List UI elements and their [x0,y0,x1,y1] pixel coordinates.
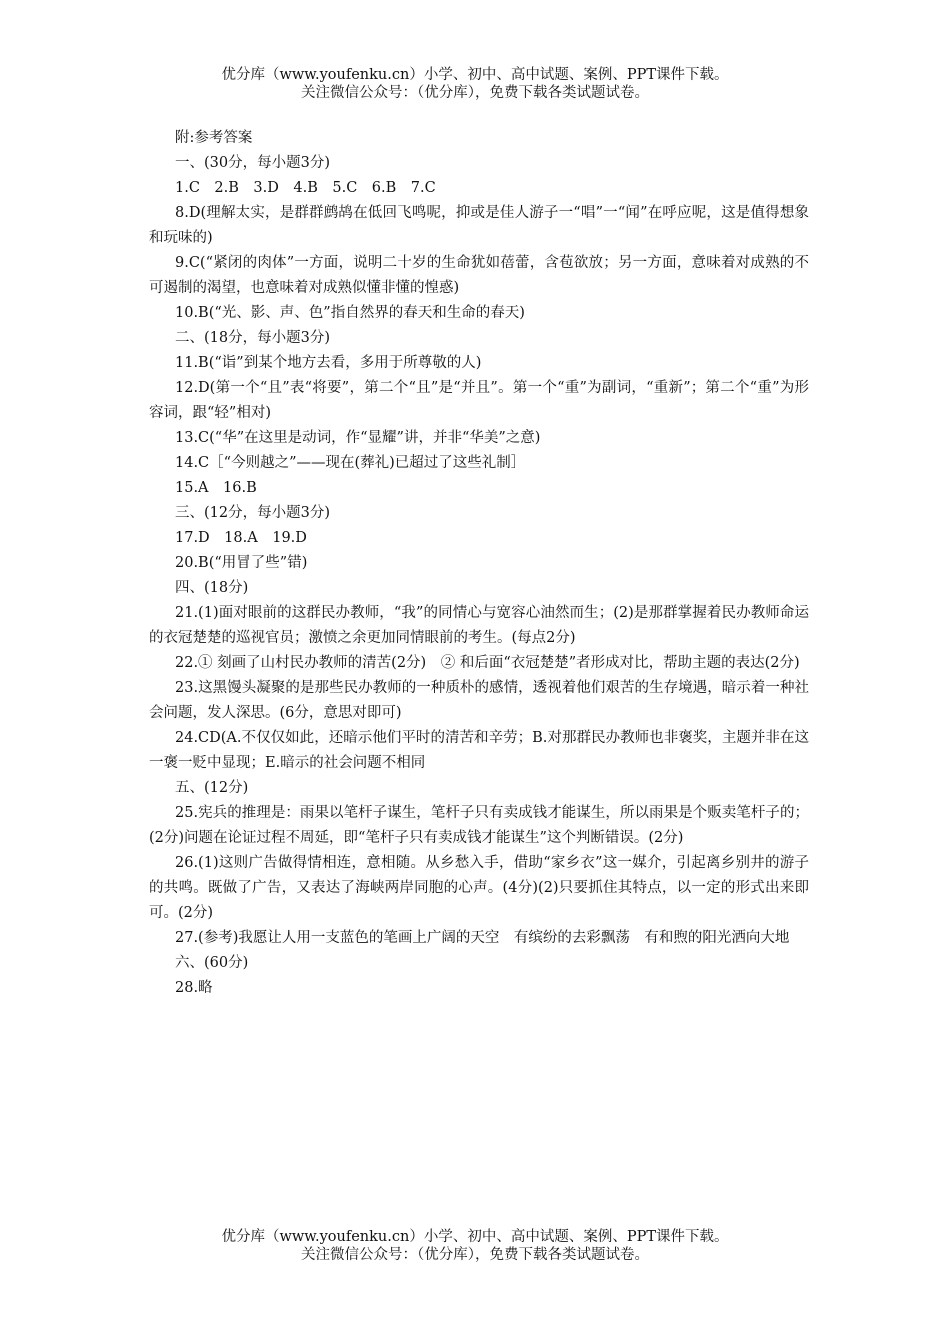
section-heading: 六、(60分) [175,955,249,971]
section-heading: 二、(18分，每小题3分) [175,330,330,346]
answer-line: 25.宪兵的推理是：雨果以笔杆子谋生，笔杆子只有卖成钱才能谋生，所以雨果是个贩卖笔杆子的；(2分)问题在论证过程不周延，即“笔杆子只有卖成钱才能谋生”这个判断错误。(2分) [149,805,809,846]
answer-line: 1.C 2.B 3.D 4.B 5.C 6.B 7.C [175,180,436,196]
footer-line-2: 关注微信公众号：（优分库），免费下载各类试题试卷。 [301,1247,649,1263]
answer-line: 22.① 刻画了山村民办教师的清苦(2分) ② 和后面“衣冠楚楚”者形成对比，帮助主题的表达(2分) [175,655,800,671]
answer-line: 8.D(理解太实，是群群鹧鸪在低回飞鸣呢，抑或是佳人游子一“唱”一“闻”在呼应呢，这是值得想象和玩味的) [149,205,809,246]
section-heading: 四、(18分) [175,580,249,596]
answer-line: 23.这黑馒头凝聚的是那些民办教师的一种质朴的感情，透视着他们艰苦的生存境遇，暗示着一种社会问题，发人深思。(6分，意思对即可) [149,680,809,721]
answer-key-body [149,126,809,1001]
answer-line: 26.(1)这则广告做得情相连，意相随。从乡愁入手，借助“家乡衣”这一媒介，引起离乡别井的游子的共鸣。既做了广告，又表达了海峡两岸同胞的心声。(4分)(2)只要抓住其特点，以一定的形式出来即可。(2分) [149,855,809,921]
answer-line: 13.C(“华”在这里是动词，作“显耀”讲，并非“华美”之意) [175,430,541,446]
answer-key-title: 附:参考答案 [175,130,253,146]
answer-line: 15.A 16.B [175,480,257,496]
answer-line: 17.D 18.A 19.D [175,530,307,546]
answer-line: 9.C(“紧闭的肉体”一方面，说明二十岁的生命犹如蓓蕾，含苞欲放；另一方面，意味着对成熟的不可遏制的渴望，也意味着对成熟似懂非懂的惶惑) [149,255,809,296]
answer-line: 27.(参考)我愿让人用一支蓝色的笔画上广阔的天空 有缤纷的去彩飘荡 有和煦的阳光洒向大地 [175,930,790,946]
footer-line-1: 优分库（www.youfenku.cn）小学、初中、高中试题、案例、PPT课件下载。 [221,1229,729,1245]
answer-line: 28.略 [175,980,213,996]
section-heading: 三、(12分，每小题3分) [175,505,330,521]
header-line-1: 优分库（www.youfenku.cn）小学、初中、高中试题、案例、PPT课件下载。 [221,67,729,83]
answer-line: 14.C［“今则越之”——现在(葬礼)已超过了这些礼制］ [175,455,526,471]
section-heading: 五、(12分) [175,780,249,796]
answer-line: 24.CD(A.不仅仅如此，还暗示他们平时的清苦和辛劳；B.对那群民办教师也非褒奖，主题并非在这一褒一贬中显现；E.暗示的社会问题不相同 [149,730,809,771]
answer-line: 10.B(“光、影、声、色”指自然界的春天和生命的春天) [175,305,525,321]
header-line-2: 关注微信公众号：（优分库），免费下载各类试题试卷。 [301,85,649,101]
page-header [0,66,950,102]
answer-line: 11.B(“诣”到某个地方去看，多用于所尊敬的人) [175,355,482,371]
answer-line: 12.D(第一个“且”表“将要”，第二个“且”是“并且”。第一个“重”为副词，“重新”；第二个“重”为形容词，跟“轻”相对) [149,380,809,421]
section-heading: 一、(30分，每小题3分) [175,155,330,171]
answer-line: 20.B(“用冒了些”错) [175,555,308,571]
page-footer [0,1228,950,1264]
answer-line: 21.(1)面对眼前的这群民办教师，“我”的同情心与宽容心油然而生；(2)是那群掌握着民办教师命运的衣冠楚楚的巡视官员；激愤之余更加同情眼前的考生。(每点2分) [149,605,809,646]
